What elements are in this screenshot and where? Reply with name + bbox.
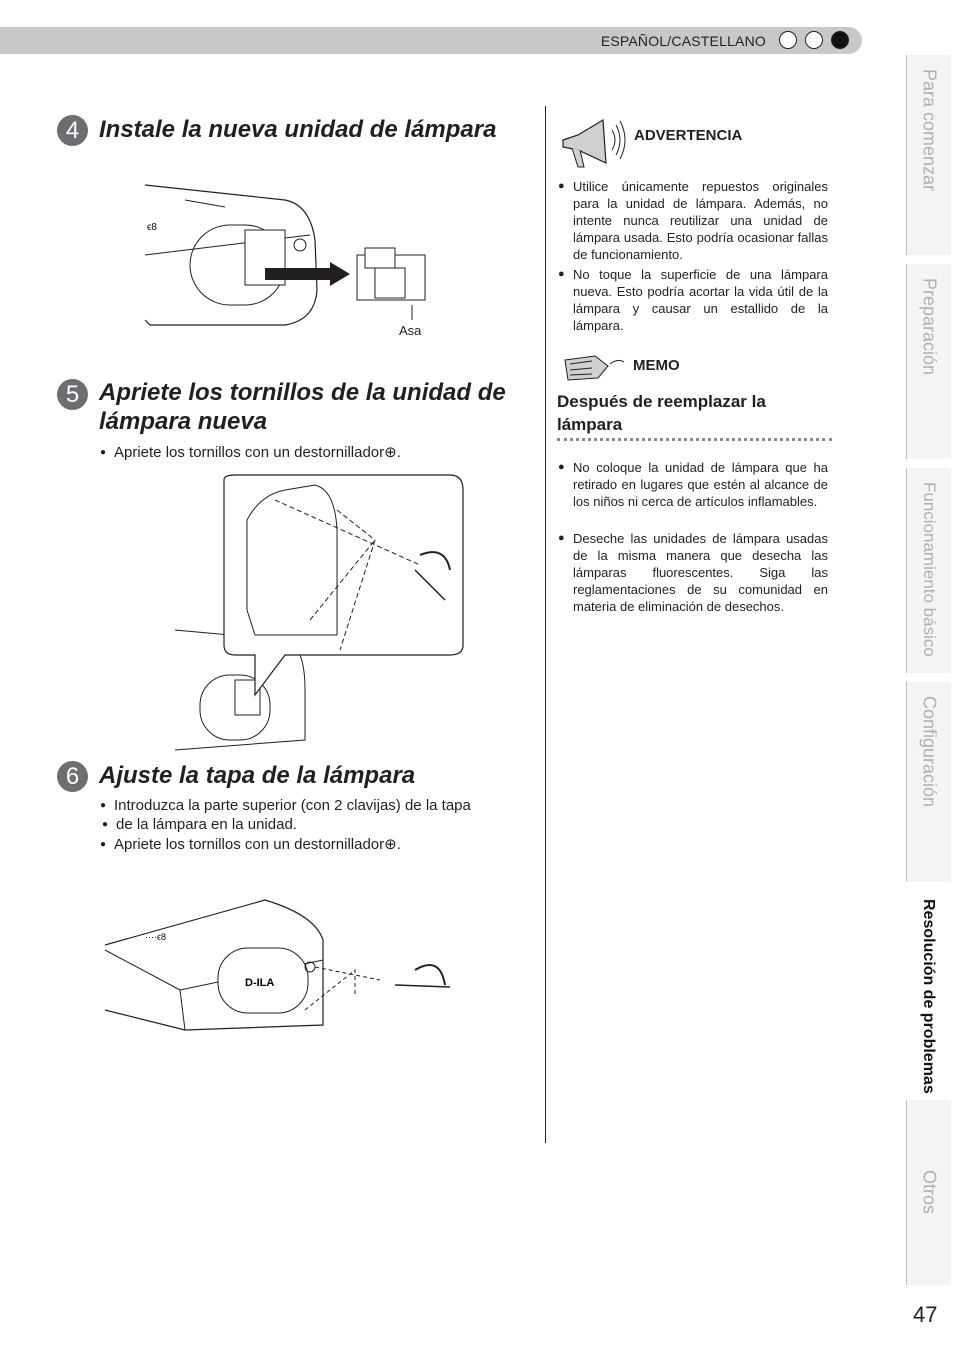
step-title: Ajuste la tapa de la lámpara (99, 762, 416, 789)
tab-configuracion[interactable] (906, 682, 951, 882)
svg-text:ϵ8: ϵ8 (147, 222, 157, 233)
svg-text:····ϵ8: ····ϵ8 (145, 932, 166, 942)
lamp-cover-illustration (105, 890, 455, 1040)
column-divider (545, 106, 546, 1143)
header-bar (0, 27, 862, 54)
warning-item: ● No toque la superficie de una lámpara nueva. Esto podría acortar la vida útil de la lámpara y causar un estallido de la lámpara. (573, 266, 828, 334)
figure-caption-asa: Asa (399, 323, 422, 338)
dotted-separator (557, 438, 832, 441)
memo-title: MEMO (633, 357, 680, 374)
warning-item: ● Utilice únicamente repuestos originales para la unidad de lámpara. Además, no intente nunca reutilizar una unidad de lámpara usada. Esto podría ocasionar fallas de funcionamiento. (573, 178, 828, 263)
tab-label: Funcionamiento básico (920, 482, 939, 657)
tab-label: Para comenzar (919, 69, 940, 192)
svg-text:D-ILA: D-ILA (245, 977, 275, 989)
tab-otros[interactable] (906, 1100, 951, 1285)
memo-pencil-icon (560, 352, 630, 382)
megaphone-warning-icon (558, 115, 628, 170)
step-number: 5 (57, 379, 88, 410)
tab-label: Configuración (919, 696, 940, 808)
lamp-install-illustration (125, 180, 445, 330)
indicator-dot (779, 31, 797, 49)
memo-item: ● Deseche las unidades de lámpara usadas de la misma manera que desecha las lámparas fluorescentes. Siga las reglamentaciones de su comunidad en materia de eliminación de desechos. (573, 530, 828, 615)
step-bullet-continuation: ● de la lámpara en la unidad. (116, 815, 297, 834)
language-label: ESPAÑOL/CASTELLANO (600, 33, 766, 49)
tab-para-comenzar[interactable] (906, 55, 951, 255)
tab-label: Otros (919, 1170, 940, 1215)
tab-label: Preparación (919, 278, 940, 376)
indicator-dot-active (831, 31, 849, 49)
tab-label: Resolución de problemas (920, 899, 937, 1094)
step-number: 6 (57, 761, 88, 792)
step-bullet: ● Apriete los tornillos con un destornillador⊕. (114, 443, 401, 462)
screw-tighten-illustration (145, 470, 475, 755)
memo-item: ● No coloque la unidad de lámpara que ha retirado en lugares que estén al alcance de los niños ni cerca de artículos inflamables. (573, 459, 828, 510)
tab-funcionamiento-basico[interactable] (906, 468, 951, 673)
tab-preparacion[interactable] (906, 264, 951, 459)
step-bullet: ● Apriete los tornillos con un destornillador⊕. (114, 835, 401, 854)
indicator-dot (805, 31, 823, 49)
warning-title: ADVERTENCIA (634, 127, 743, 144)
page-number: 47 (913, 1302, 938, 1327)
step-title: Instale la nueva unidad de lámpara (99, 116, 497, 143)
step-number: 4 (57, 115, 88, 146)
step-title-line2: lámpara nueva (99, 408, 268, 435)
memo-subtitle: Después de reemplazar la lámpara (557, 392, 766, 434)
step-bullet: ● Introduzca la parte superior (con 2 clavijas) de la tapa (114, 796, 471, 815)
page-indicator (779, 31, 849, 49)
section-tabs (902, 0, 954, 1350)
tab-resolucion-de-problemas[interactable] (906, 885, 950, 1095)
step-title-line1: Apriete los tornillos de la unidad de (99, 379, 506, 406)
